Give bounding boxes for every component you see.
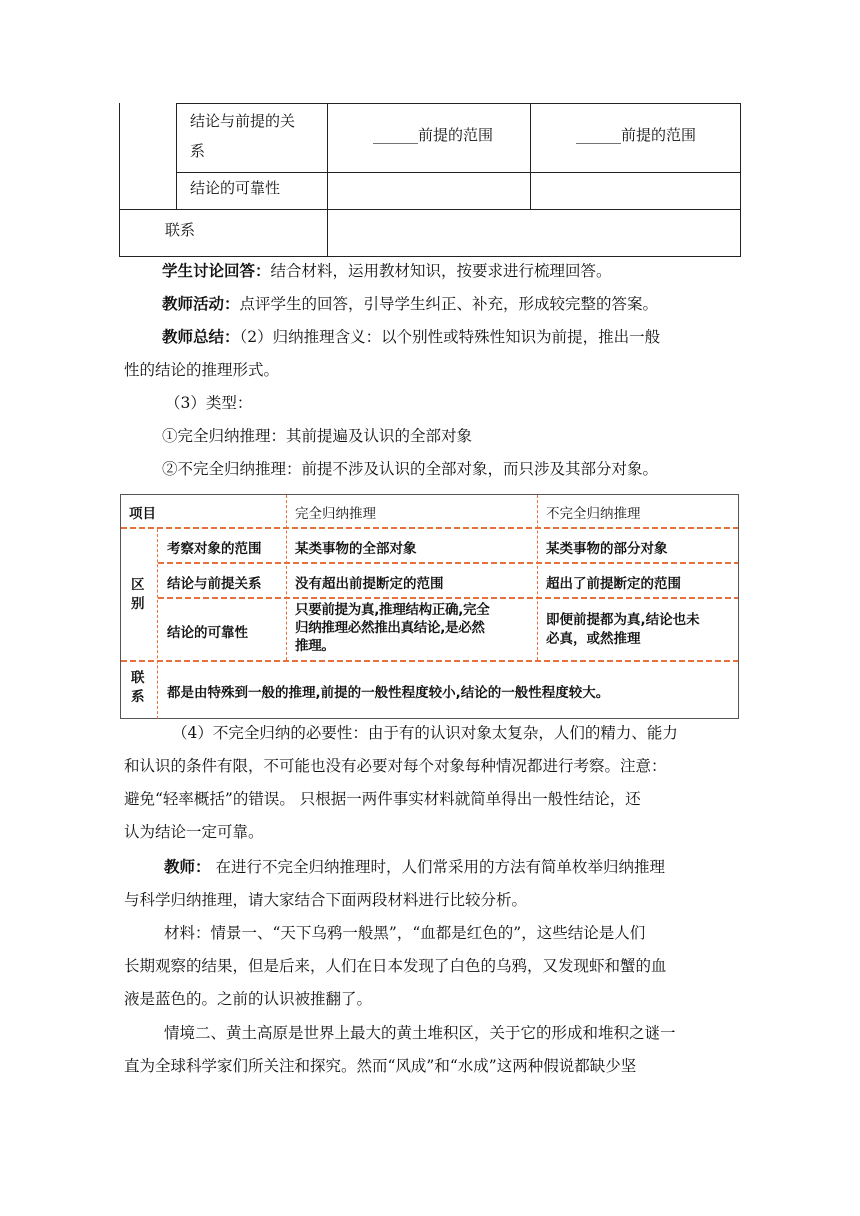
group-link-label: 联 系 <box>131 670 145 705</box>
material-paragraph: 材料：情景一、“天下乌鸦一般黑”，“血都是红色的”，这些结论是人们 长期观察的结果，但是后来，人们在日本发现了白色的乌鸦，又发现虾和蟹的血 液是蓝色的。之前的认识被推翻了。 <box>124 924 667 1008</box>
student-answer: 学生讨论回答：结合材料，运用教材知识，按要求进行梳理回答。 <box>162 261 612 280</box>
type-complete: ①完全归纳推理：其前提遍及认识的全部对象 <box>162 427 473 445</box>
row2-label: 结论的可靠性 <box>190 179 281 197</box>
types-heading: （3）类型： <box>165 394 253 412</box>
row-reliability-complete: 只要前提为真,推理结构正确,完全 归纳推理必然推出真结论,是必然 推理。 <box>295 602 490 654</box>
row1-complete-blank: ______前提的范围 <box>373 126 494 144</box>
row1-incomplete-blank: ______前提的范围 <box>576 126 697 144</box>
group-difference-label: 区 别 <box>131 577 145 612</box>
row1-label: 结论与前提的关 系 <box>190 112 296 160</box>
teacher-activity: 教师活动：点评学生的回答，引导学生纠正、补充，形成较完整的答案。 <box>162 294 659 313</box>
row-reliability-incomplete: 即便前提都为真,结论也未 必真，或然推理 <box>546 612 700 647</box>
row-relation-incomplete: 超出了前提断定的范围 <box>546 576 681 592</box>
necessity-paragraph: （4）不完全归纳的必要性：由于有的认识对象太复杂，人们的精力、能力 和认识的条件有限，不可能也没有必要对每个对象每种情况都进行考察。注意： 避免“轻率概括”的错误。 只根据一两件事实材料就简单得出一般性结论，还 认为结论一定可靠。 <box>124 724 678 841</box>
row-scope-label: 考察对象的范围 <box>167 541 262 557</box>
header-complete: 完全归纳推理 <box>295 506 376 522</box>
teacher-paragraph: 教师： 在进行不完全归纳推理时，人们常采用的方法有简单枚举归纳推理 与科学归纳推理，请大家结合下面两段材料进行比较分析。 <box>124 857 665 909</box>
row3-label: 联系 <box>165 221 196 239</box>
teacher-summary: 教师总结：（2）归纳推理含义：以个别性或特殊性知识为前提，推出一般 性的结论的推理形式。 <box>124 327 661 379</box>
row-scope-incomplete: 某类事物的部分对象 <box>546 541 668 557</box>
row-scope-complete: 某类事物的全部对象 <box>295 541 417 557</box>
row-reliability-label: 结论的可靠性 <box>167 625 248 641</box>
link-text: 都是由特殊到一般的推理,前提的一般性程度较小,结论的一般性程度较大。 <box>167 685 610 701</box>
scene-two-paragraph: 情境二、黄土高原是世界上最大的黄土堆积区，关于它的形成和堆积之谜一 直为全球科学家们所关注和探究。然而“风成”和“水成”这两种假说都缺少坚 <box>124 1024 676 1075</box>
header-item: 项目 <box>129 506 156 522</box>
row-relation-label: 结论与前提关系 <box>167 576 262 592</box>
type-incomplete: ②不完全归纳推理：前提不涉及认识的全部对象，而只涉及其部分对象。 <box>162 460 659 478</box>
row-relation-complete: 没有超出前提断定的范围 <box>295 576 444 592</box>
header-incomplete: 不完全归纳推理 <box>546 506 641 522</box>
